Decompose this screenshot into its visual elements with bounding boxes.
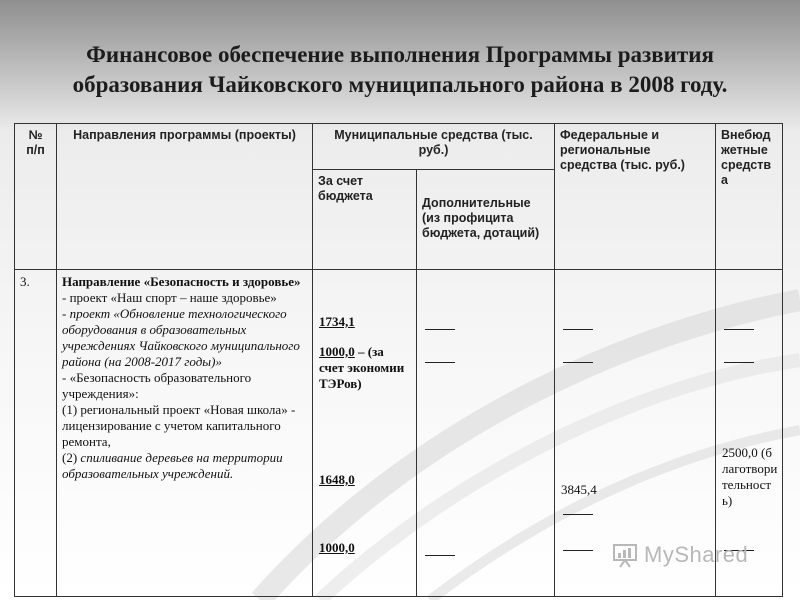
financing-table: [14, 123, 783, 597]
project-tree-cutting: [62, 450, 307, 482]
row-additional: [417, 270, 555, 597]
budget-value-1: 1734,1: [319, 314, 355, 329]
project-equipment: [62, 306, 307, 370]
header-number: [15, 124, 57, 270]
extrabudget-dash-2: [724, 362, 754, 363]
header-direction: Направления программы (проекты): [57, 124, 313, 270]
project-equipment-text: проект «Обновление технологического оборудования в образовательных учреждениях Чайковского муниципального района (на 2008-2017 годы)»: [62, 306, 300, 369]
budget-value-3: 1648,0: [319, 472, 355, 487]
row-number: 3.: [15, 270, 57, 597]
header-number-abbr: п/п: [26, 143, 45, 157]
budget-value-trees: [319, 540, 412, 556]
header-municipal: Муниципальные средства (тыс. руб.): [313, 124, 555, 170]
header-federal: Федеральные и региональные средства (тыс. руб.): [555, 124, 716, 270]
budget-value-2-note: – (за счет экономии ТЭРов): [319, 344, 405, 391]
watermark-logo: [612, 540, 748, 570]
page-title: [20, 40, 780, 100]
additional-dash-2: [425, 362, 455, 363]
header-additional: Дополнительные (из профицита бюджета, дотаций): [417, 170, 555, 270]
additional-dash-3: [425, 555, 455, 556]
row-direction: [57, 270, 313, 597]
additional-dash-1: [425, 329, 455, 330]
table-header-row: [15, 124, 783, 170]
federal-dash-2: [563, 362, 593, 363]
budget-value-new-school: [319, 472, 412, 488]
project-new-school: (1) региональный проект «Новая школа» - лицензирование с учетом капитального ремонта,: [62, 402, 296, 449]
budget-value-equipment: [319, 344, 412, 392]
federal-dash-3: [563, 514, 593, 515]
title-line-2: образования Чайковского муниципального района в 2008 году.: [72, 72, 728, 97]
budget-value-2: 1000,0: [319, 344, 355, 359]
title-line-1: Финансовое обеспечение выполнения Программы развития: [86, 42, 714, 67]
watermark-text: MyShared: [644, 542, 749, 567]
presentation-icon: [612, 542, 638, 568]
federal-value: 3845,4: [561, 482, 597, 497]
project-tree-cutting-text: спиливание деревьев на территории образовательных учреждений.: [62, 450, 283, 481]
direction-title: Направление «Безопасность и здоровье»: [62, 274, 301, 289]
project-tree-cutting-prefix: (2): [62, 450, 81, 465]
header-budget: За счет бюджета: [313, 170, 417, 270]
project-sport: - проект «Наш спорт – наше здоровье»: [62, 290, 277, 305]
federal-dash-1: [563, 329, 593, 330]
header-extrabudget: Внебюджетные средства: [716, 124, 783, 270]
extrabudget-value: 2500,0 (благотворительность): [722, 445, 778, 508]
row-budget: [313, 270, 417, 597]
header-number-symbol: №: [28, 128, 43, 142]
project-safety: - «Безопасность образовательного учреждения»:: [62, 370, 252, 401]
federal-dash-4: [563, 550, 593, 551]
project-equipment-prefix: -: [62, 306, 70, 321]
budget-value-4: 1000,0: [319, 540, 355, 555]
extrabudget-dash-1: [724, 329, 754, 330]
budget-value-sport: [319, 314, 412, 330]
